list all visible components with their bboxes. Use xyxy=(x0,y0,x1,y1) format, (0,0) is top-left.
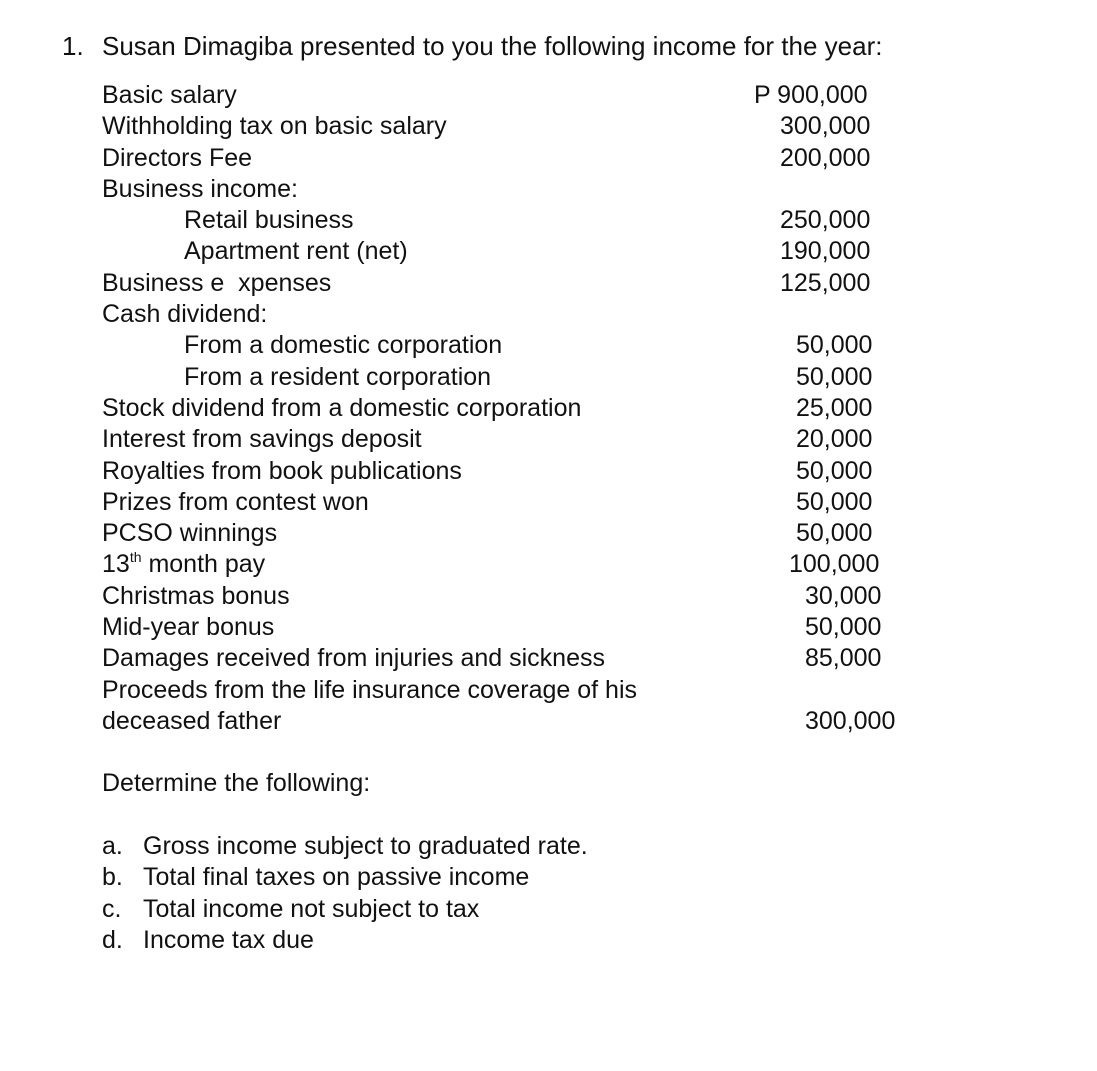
income-amount: 300,000 xyxy=(780,112,871,141)
task-list xyxy=(102,831,588,956)
income-label: Royalties from book publications xyxy=(102,456,462,485)
question-number: 1. xyxy=(62,31,84,61)
task-text: Total income not subject to tax xyxy=(143,894,480,923)
question-title: Susan Dimagiba presented to you the following income for the year: xyxy=(102,31,883,61)
income-row xyxy=(102,174,922,205)
income-label: Directors Fee xyxy=(102,143,253,172)
income-row xyxy=(102,675,922,738)
income-amount: 20,000 xyxy=(796,425,873,454)
income-row xyxy=(102,393,922,424)
income-amount: 50,000 xyxy=(796,456,873,485)
income-label: From a domestic corporation xyxy=(184,331,503,360)
income-amount: 200,000 xyxy=(780,143,871,172)
income-label: Prizes from contest won xyxy=(102,487,369,516)
income-amount: 25,000 xyxy=(796,393,873,422)
instruction-heading: Determine the following: xyxy=(102,769,371,797)
task-letter: b. xyxy=(102,863,123,892)
income-row xyxy=(102,299,922,330)
income-row xyxy=(102,549,922,580)
income-label: Apartment rent (net) xyxy=(184,237,408,266)
income-label: Christmas bonus xyxy=(102,581,290,610)
income-label: PCSO winnings xyxy=(102,519,278,548)
income-amount: 100,000 xyxy=(789,550,880,579)
income-label: Stock dividend from a domestic corporation xyxy=(102,393,582,422)
income-label xyxy=(102,549,265,580)
income-amount: 50,000 xyxy=(796,331,873,360)
income-amount: 50,000 xyxy=(796,362,873,391)
income-items-list xyxy=(102,80,922,737)
task-text: Gross income subject to graduated rate. xyxy=(143,832,588,860)
income-amount: P 900,000 xyxy=(754,81,868,109)
income-amount: 50,000 xyxy=(796,487,873,516)
income-row xyxy=(102,362,922,393)
income-row xyxy=(102,643,922,674)
income-amount: 50,000 xyxy=(805,613,882,642)
income-label: Business e xpenses xyxy=(102,268,332,297)
task-letter: a. xyxy=(102,832,123,860)
income-amount: 50,000 xyxy=(796,519,873,548)
income-row xyxy=(102,330,922,361)
income-amount: 250,000 xyxy=(780,206,871,235)
income-amount: 30,000 xyxy=(805,581,882,610)
task-text: Income tax due xyxy=(143,925,314,954)
income-label-number: 13 xyxy=(102,550,130,579)
income-row xyxy=(102,111,922,142)
income-row xyxy=(102,80,922,111)
income-amount: 85,000 xyxy=(805,644,882,673)
income-label: Retail business xyxy=(184,206,354,235)
income-amount: 300,000 xyxy=(805,706,896,735)
income-row xyxy=(102,581,922,612)
task-letter: d. xyxy=(102,925,123,954)
task-item xyxy=(102,894,588,925)
income-label: Damages received from injuries and sickness xyxy=(102,644,605,673)
income-row xyxy=(102,424,922,455)
income-row xyxy=(102,456,922,487)
income-label: Proceeds from the life insurance coverage of his deceased father xyxy=(102,675,637,735)
income-label: Withholding tax on basic salary xyxy=(102,112,447,141)
income-label: Cash dividend: xyxy=(102,300,268,329)
task-item xyxy=(102,925,588,956)
income-label-text: month pay xyxy=(141,550,266,579)
task-item xyxy=(102,862,588,893)
income-label: Basic salary xyxy=(102,81,237,109)
income-row xyxy=(102,236,922,267)
income-label: Mid-year bonus xyxy=(102,613,275,642)
income-row xyxy=(102,612,922,643)
income-row xyxy=(102,205,922,236)
income-row xyxy=(102,143,922,174)
income-label: From a resident corporation xyxy=(184,362,492,391)
task-letter: c. xyxy=(102,894,122,923)
income-row xyxy=(102,518,922,549)
income-row xyxy=(102,487,922,518)
task-text: Total final taxes on passive income xyxy=(143,863,530,892)
income-amount: 190,000 xyxy=(780,237,871,266)
income-label-superscript: th xyxy=(129,549,142,566)
income-row xyxy=(102,268,922,299)
income-label: Interest from savings deposit xyxy=(102,425,422,454)
task-item xyxy=(102,831,588,862)
income-label: Business income: xyxy=(102,174,298,203)
income-amount: 125,000 xyxy=(780,268,871,297)
